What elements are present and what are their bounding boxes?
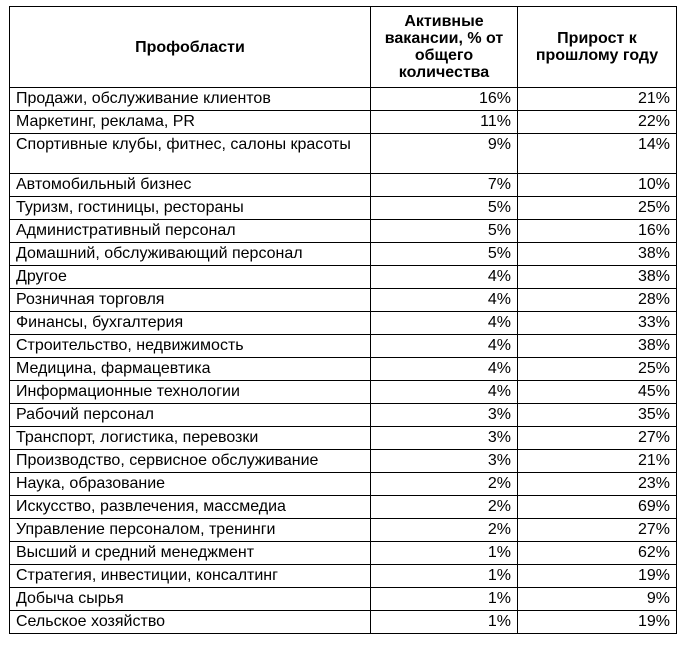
cell-active: 2% xyxy=(371,519,518,542)
cell-growth: 21% xyxy=(518,450,677,473)
cell-active: 4% xyxy=(371,312,518,335)
cell-active: 5% xyxy=(371,197,518,220)
cell-active: 3% xyxy=(371,427,518,450)
cell-active: 4% xyxy=(371,266,518,289)
table-row xyxy=(10,519,677,542)
table-row xyxy=(10,473,677,496)
cell-growth: 22% xyxy=(518,111,677,134)
table-row xyxy=(10,565,677,588)
cell-active: 2% xyxy=(371,496,518,519)
cell-area: Искусство, развлечения, массмедиа xyxy=(10,496,371,519)
table-row xyxy=(10,542,677,565)
table-row xyxy=(10,197,677,220)
cell-active: 1% xyxy=(371,588,518,611)
cell-area: Розничная торговля xyxy=(10,289,371,312)
cell-area: Медицина, фармацевтика xyxy=(10,358,371,381)
cell-active: 4% xyxy=(371,381,518,404)
cell-area: Продажи, обслуживание клиентов xyxy=(10,88,371,111)
header-growth: Прирост к прошлому году xyxy=(518,7,677,88)
cell-area: Рабочий персонал xyxy=(10,404,371,427)
cell-active: 9% xyxy=(371,134,518,174)
cell-area: Туризм, гостиницы, рестораны xyxy=(10,197,371,220)
table-row xyxy=(10,611,677,634)
header-active-vacancies: Активные вакансии, % от общего количества xyxy=(371,7,518,88)
cell-active: 1% xyxy=(371,542,518,565)
table-row xyxy=(10,88,677,111)
cell-growth: 19% xyxy=(518,611,677,634)
cell-area: Строительство, недвижимость xyxy=(10,335,371,358)
cell-growth: 25% xyxy=(518,358,677,381)
cell-growth: 9% xyxy=(518,588,677,611)
cell-area: Домашний, обслуживающий персонал xyxy=(10,243,371,266)
table-row xyxy=(10,266,677,289)
table-row xyxy=(10,134,677,174)
cell-growth: 38% xyxy=(518,243,677,266)
header-row xyxy=(10,7,677,88)
table-row xyxy=(10,335,677,358)
table-row xyxy=(10,174,677,197)
vacancies-table xyxy=(9,6,677,634)
cell-active: 4% xyxy=(371,358,518,381)
table-body xyxy=(10,88,677,634)
cell-active: 5% xyxy=(371,243,518,266)
table-row xyxy=(10,427,677,450)
table-row xyxy=(10,588,677,611)
cell-area: Административный персонал xyxy=(10,220,371,243)
table-row xyxy=(10,312,677,335)
cell-area: Высший и средний менеджмент xyxy=(10,542,371,565)
cell-area: Информационные технологии xyxy=(10,381,371,404)
cell-area: Производство, сервисное обслуживание xyxy=(10,450,371,473)
cell-active: 1% xyxy=(371,611,518,634)
cell-growth: 69% xyxy=(518,496,677,519)
table-row xyxy=(10,111,677,134)
table-row xyxy=(10,220,677,243)
cell-growth: 33% xyxy=(518,312,677,335)
cell-growth: 38% xyxy=(518,335,677,358)
table-row xyxy=(10,289,677,312)
cell-growth: 21% xyxy=(518,88,677,111)
cell-active: 1% xyxy=(371,565,518,588)
cell-area: Управление персоналом, тренинги xyxy=(10,519,371,542)
cell-area: Спортивные клубы, фитнес, салоны красоты xyxy=(10,134,371,174)
table-row xyxy=(10,243,677,266)
cell-growth: 19% xyxy=(518,565,677,588)
cell-growth: 10% xyxy=(518,174,677,197)
cell-growth: 27% xyxy=(518,519,677,542)
cell-growth: 28% xyxy=(518,289,677,312)
cell-growth: 23% xyxy=(518,473,677,496)
cell-active: 2% xyxy=(371,473,518,496)
table-row xyxy=(10,381,677,404)
header-area: Профобласти xyxy=(10,7,371,88)
cell-growth: 14% xyxy=(518,134,677,174)
cell-area: Другое xyxy=(10,266,371,289)
cell-area: Добыча сырья xyxy=(10,588,371,611)
cell-area: Автомобильный бизнес xyxy=(10,174,371,197)
cell-active: 16% xyxy=(371,88,518,111)
cell-area: Маркетинг, реклама, PR xyxy=(10,111,371,134)
cell-active: 4% xyxy=(371,335,518,358)
cell-growth: 27% xyxy=(518,427,677,450)
cell-area: Транспорт, логистика, перевозки xyxy=(10,427,371,450)
cell-area: Наука, образование xyxy=(10,473,371,496)
cell-growth: 45% xyxy=(518,381,677,404)
cell-active: 11% xyxy=(371,111,518,134)
cell-growth: 62% xyxy=(518,542,677,565)
cell-area: Сельское хозяйство xyxy=(10,611,371,634)
cell-growth: 25% xyxy=(518,197,677,220)
cell-active: 5% xyxy=(371,220,518,243)
cell-growth: 38% xyxy=(518,266,677,289)
cell-area: Финансы, бухгалтерия xyxy=(10,312,371,335)
table-row xyxy=(10,450,677,473)
cell-area: Стратегия, инвестиции, консалтинг xyxy=(10,565,371,588)
cell-active: 3% xyxy=(371,404,518,427)
table-row xyxy=(10,358,677,381)
cell-active: 3% xyxy=(371,450,518,473)
table-row xyxy=(10,496,677,519)
cell-growth: 16% xyxy=(518,220,677,243)
cell-active: 4% xyxy=(371,289,518,312)
table-row xyxy=(10,404,677,427)
cell-active: 7% xyxy=(371,174,518,197)
cell-growth: 35% xyxy=(518,404,677,427)
table-header xyxy=(10,7,677,88)
